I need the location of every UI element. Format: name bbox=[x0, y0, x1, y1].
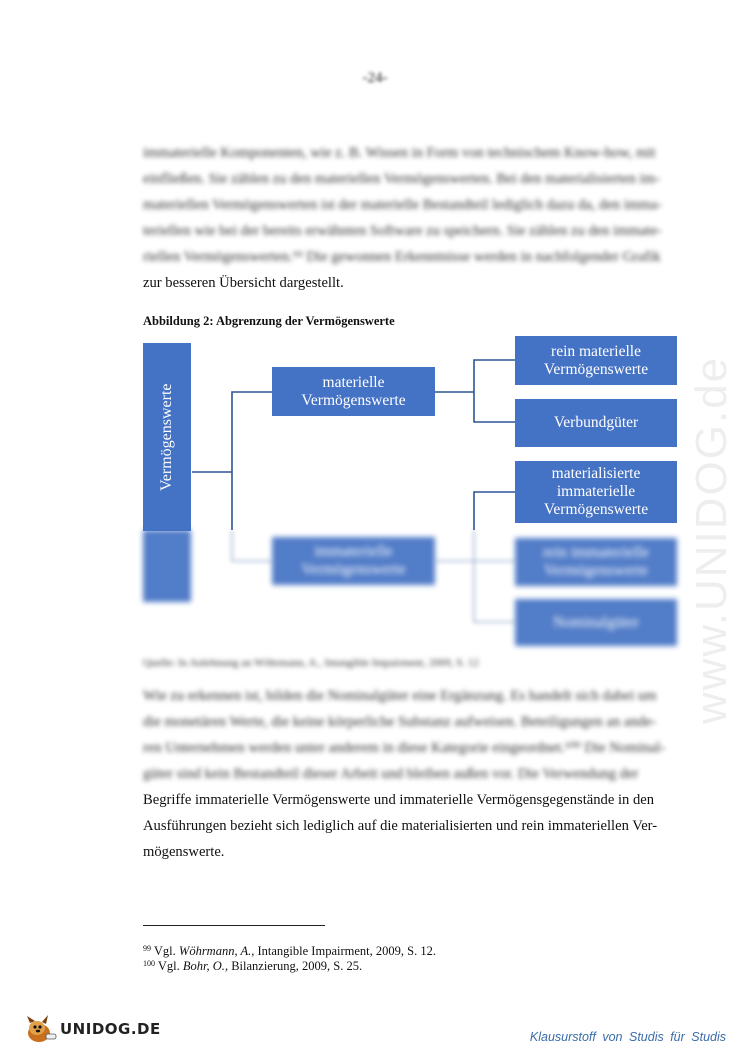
watermark: www.UNIDOG.de bbox=[687, 355, 736, 725]
figure-caption: Abbildung 2: Abgrenzung der Vermögenswerte bbox=[143, 314, 395, 328]
text-line: zur besseren Übersicht dargestellt. bbox=[143, 275, 344, 291]
text-line: Ausführungen bezieht sich lediglich auf die materialisierten und rein immateriellen Ver- bbox=[143, 818, 658, 834]
connector-materielle bbox=[435, 360, 515, 422]
text-line: einfließen. Sie zählen zu den materiellen Vermögenswerten. Bei den materialisierten im- bbox=[143, 171, 660, 187]
box-verbundgueter: Verbundgüter bbox=[515, 399, 677, 447]
footnote-100 bbox=[143, 957, 362, 973]
footnote-divider bbox=[143, 925, 325, 926]
text-line: mögenswerte. bbox=[143, 844, 225, 860]
footnote-99 bbox=[143, 942, 436, 958]
logo-text: UNIDOG.DE bbox=[60, 1020, 161, 1038]
box-immaterielle: immaterielle Vermögenswerte bbox=[272, 537, 435, 585]
tagline: Klausurstoff von Studis für Studis bbox=[529, 1030, 726, 1044]
text-line: Begriffe immaterielle Vermögenswerte und immaterielle Vermögensgegenstände in den bbox=[143, 792, 655, 808]
footnote-rest: , Intangible Impairment, 2009, S. 12. bbox=[251, 944, 436, 958]
page-number: -24- bbox=[362, 70, 388, 86]
text-line: Wie zu erkennen ist, bilden die Nominalgüter eine Ergänzung. Es handelt sich dabei um bbox=[143, 688, 657, 704]
footnote-prefix: Vgl. bbox=[157, 959, 183, 973]
paragraph-top bbox=[143, 140, 680, 296]
text-line: riellen Vermögenswerten.⁹⁹ Die gewonnen Erkenntnisse werden in nachfolgender Grafik bbox=[143, 249, 661, 265]
figure-source: Quelle: In Anlehnung an Wöhrmann, A., Intangible Impairment, 2009, S. 12 bbox=[143, 657, 479, 669]
text-line: ren Unternehmen werden unter anderem in diese Kategorie eingeordnet.¹⁰⁰ Die Nominal- bbox=[143, 740, 666, 756]
footnote-author: Bohr, O. bbox=[182, 959, 225, 973]
footnote-number: 100 bbox=[143, 959, 155, 968]
text-line: materiellen Vermögenswerten ist der materielle Bestandteil lediglich dazu da, den imma- bbox=[143, 197, 662, 213]
text-line: teriellen wie bei der bereits erwähnten Software zu speichern. Sie zählen zu den immate- bbox=[143, 223, 662, 239]
box-materialisierte: materialisierte immaterielle Vermögenswerte bbox=[515, 461, 677, 523]
text-line: die monetären Werte, die keine körperliche Substanz aufweisen. Beteiligungen an ande- bbox=[143, 714, 657, 730]
box-materielle: materielle Vermögenswerte bbox=[272, 367, 435, 416]
box-rein-materielle: rein materielle Vermögenswerte bbox=[515, 336, 677, 385]
footnote-prefix: Vgl. bbox=[153, 944, 179, 958]
unidog-logo[interactable] bbox=[24, 1014, 161, 1044]
footnote-rest: , Bilanzierung, 2009, S. 25. bbox=[224, 959, 363, 973]
paragraph-bottom bbox=[143, 683, 680, 865]
box-nominalgueter: Nominalgüter bbox=[515, 599, 677, 646]
box-rein-immaterielle: rein immaterielle Vermögenswerte bbox=[515, 538, 677, 586]
connector-root bbox=[192, 392, 272, 530]
footnote-number: 99 bbox=[143, 944, 151, 953]
text-line: güter sind kein Bestandteil dieser Arbeit und bleiben außen vor. Die Verwendung der bbox=[143, 766, 639, 782]
footnote-author: Wöhrmann, A. bbox=[178, 944, 252, 958]
connector-materialisierte bbox=[474, 492, 515, 530]
box-vermoegenswerte: Vermögenswerte bbox=[143, 343, 191, 531]
text-line: immaterielle Komponenten, wie z. B. Wissen in Form von technischem Know-how, mit bbox=[143, 145, 656, 161]
dog-mascot-icon bbox=[24, 1014, 58, 1044]
box-vermoegenswerte-lower bbox=[143, 530, 191, 602]
